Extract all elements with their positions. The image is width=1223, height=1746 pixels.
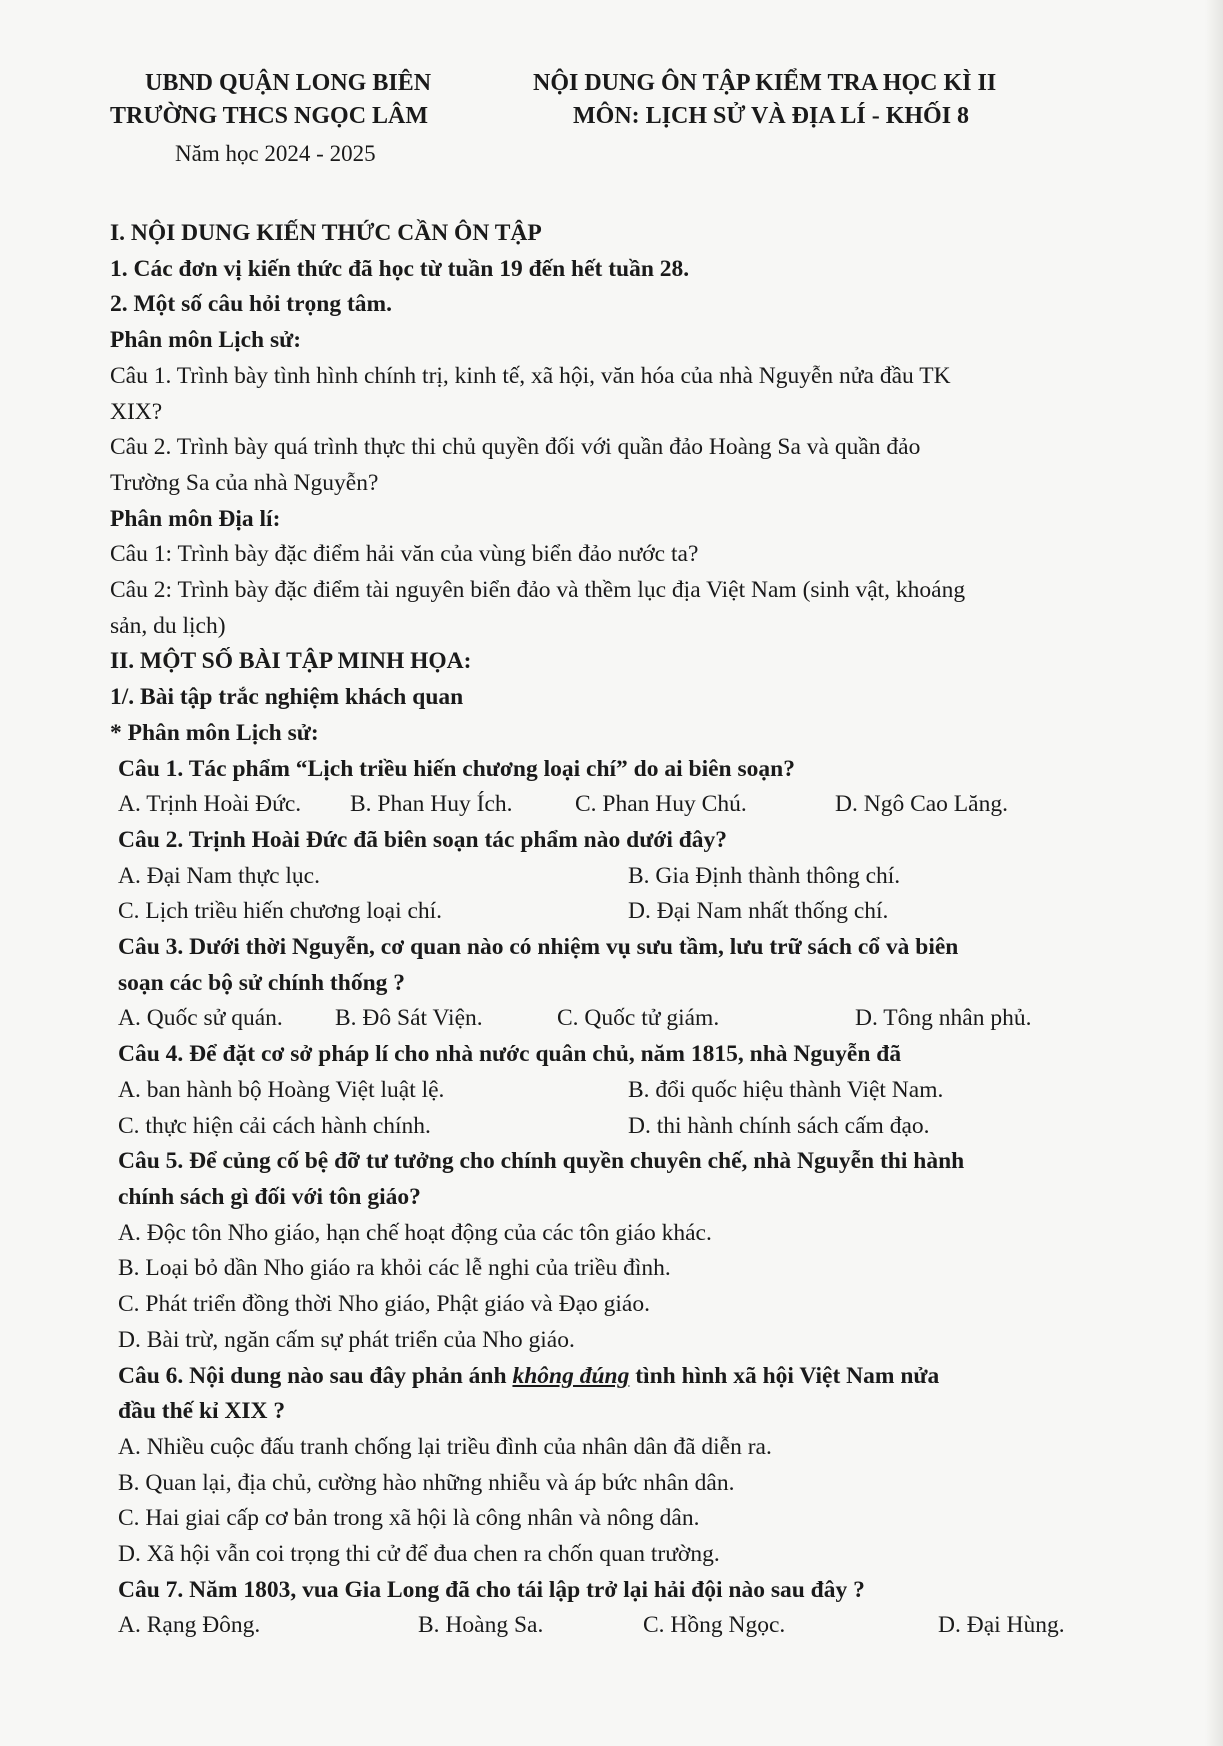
- document-body: [110, 216, 1095, 1644]
- school-year: Năm học 2024 - 2025: [175, 141, 376, 166]
- option-a: A. Trịnh Hoài Đức.: [118, 791, 302, 818]
- option-a: A. ban hành bộ Hoàng Việt luật lệ.: [118, 1076, 445, 1103]
- option-c: C. thực hiện cải cách hành chính.: [118, 1112, 431, 1139]
- option-b: B. Đô Sát Viện.: [335, 1005, 483, 1032]
- option-c: C. Quốc tử giám.: [557, 1005, 720, 1032]
- school-name: TRƯỜNG THCS NGỌC LÂM: [110, 103, 429, 129]
- question-3-options: [110, 1001, 1095, 1037]
- question-1-options: [110, 787, 1095, 823]
- question-3-cont: soạn các bộ sử chính thống ?: [118, 969, 406, 996]
- option-d: D. Đại Hùng.: [938, 1612, 1065, 1639]
- history-question-2: Câu 2. Trình bày quá trình thực thi chủ quyền đối với quần đảo Hoàng Sa và quần đảo: [110, 434, 921, 461]
- question-2-options-row2: [110, 894, 1095, 930]
- question-6-prefix: Câu 6. Nội dung nào sau đây phản ánh: [118, 1362, 513, 1389]
- option-b: B. Quan lại, địa chủ, cường hào những nhiễu và áp bức nhân dân.: [118, 1469, 735, 1496]
- question-4: Câu 4. Để đặt cơ sở pháp lí cho nhà nước quân chủ, năm 1815, nhà Nguyễn đã: [118, 1041, 902, 1068]
- option-d: D. Xã hội vẫn coi trọng thi cử để đua chen ra chốn quan trường.: [118, 1541, 720, 1568]
- geography-question-2-cont: sản, du lịch): [110, 612, 226, 639]
- question-2: Câu 2. Trịnh Hoài Đức đã biên soạn tác phẩm nào dưới đây?: [118, 826, 728, 853]
- question-6-cont: đầu thế kỉ XIX ?: [118, 1398, 286, 1425]
- page-edge-shadow: [1205, 0, 1223, 1746]
- question-2-options-row1: [110, 859, 1095, 895]
- option-d: D. Tông nhân phủ.: [855, 1005, 1032, 1032]
- question-7-options: [110, 1608, 1095, 1644]
- option-a: A. Rạng Đông.: [118, 1612, 261, 1639]
- knowledge-range: 1. Các đơn vị kiến thức đã học từ tuần 19 đến hết tuần 28.: [110, 255, 690, 282]
- history-question-1: Câu 1. Trình bày tình hình chính trị, kinh tế, xã hội, văn hóa của nhà Nguyễn nửa đầu TK: [110, 362, 951, 389]
- option-c: C. Hai giai cấp cơ bản trong xã hội là công nhân và nông dân.: [118, 1505, 700, 1532]
- option-a: A. Đại Nam thực lục.: [118, 862, 320, 889]
- option-a: A. Nhiều cuộc đấu tranh chống lại triều đình của nhân dân đã diễn ra.: [118, 1433, 772, 1460]
- option-b: B. đổi quốc hiệu thành Việt Nam.: [628, 1076, 944, 1103]
- section-2-title: II. MỘT SỐ BÀI TẬP MINH HỌA:: [110, 648, 472, 675]
- option-c: C. Phan Huy Chú.: [575, 791, 747, 818]
- history-question-2-cont: Trường Sa của nhà Nguyễn?: [110, 469, 379, 496]
- document-title: NỘI DUNG ÔN TẬP KIỂM TRA HỌC KÌ II: [533, 70, 997, 96]
- question-4-options-row2: [110, 1109, 1095, 1145]
- district-name: UBND QUẬN LONG BIÊN: [145, 70, 432, 96]
- section-1-title: I. NỘI DUNG KIẾN THỨC CẦN ÔN TẬP: [110, 220, 542, 246]
- history-question-1-cont: XIX?: [110, 398, 163, 425]
- option-a: A. Độc tôn Nho giáo, hạn chế hoạt động của các tôn giáo khác.: [118, 1219, 712, 1246]
- question-5: Câu 5. Để củng cố bệ đỡ tư tưởng cho chính quyền chuyên chế, nhà Nguyễn thi hành: [118, 1148, 965, 1175]
- objective-test-heading: 1/. Bài tập trắc nghiệm khách quan: [110, 684, 464, 711]
- question-7: Câu 7. Năm 1803, vua Gia Long đã cho tái lập trở lại hải đội nào sau đây ?: [118, 1576, 865, 1603]
- option-d: D. thi hành chính sách cấm đạo.: [628, 1112, 930, 1139]
- option-c: C. Lịch triều hiến chương loại chí.: [118, 898, 443, 925]
- geography-heading: Phân môn Địa lí:: [110, 505, 281, 532]
- option-b: B. Loại bỏ dần Nho giáo ra khỏi các lễ nghi của triều đình.: [118, 1255, 671, 1282]
- geography-question-2: Câu 2: Trình bày đặc điểm tài nguyên biển đảo và thềm lục địa Việt Nam (sinh vật, khoáng: [110, 577, 966, 604]
- question-5-cont: chính sách gì đối với tôn giáo?: [118, 1183, 421, 1210]
- question-4-options-row1: [110, 1073, 1095, 1109]
- option-c: C. Phát triển đồng thời Nho giáo, Phật giáo và Đạo giáo.: [118, 1291, 650, 1318]
- history-part-heading: * Phân môn Lịch sử:: [110, 719, 319, 746]
- option-b: B. Gia Định thành thông chí.: [628, 862, 901, 889]
- option-c: C. Hồng Ngọc.: [643, 1612, 786, 1639]
- question-6: [110, 1359, 1095, 1395]
- question-1: Câu 1. Tác phẩm “Lịch triều hiến chương loại chí” do ai biên soạn?: [118, 755, 795, 782]
- question-6-emphasis: không đúng: [512, 1362, 630, 1389]
- option-b: B. Hoàng Sa.: [418, 1612, 544, 1639]
- geography-question-1: Câu 1: Trình bày đặc điểm hải văn của vùng biển đảo nước ta?: [110, 541, 699, 568]
- key-questions-heading: 2. Một số câu hỏi trọng tâm.: [110, 291, 392, 318]
- option-a: A. Quốc sử quán.: [118, 1005, 283, 1032]
- option-d: D. Ngô Cao Lăng.: [835, 791, 1008, 818]
- option-d: D. Bài trừ, ngăn cấm sự phát triển của Nho giáo.: [118, 1326, 575, 1353]
- option-d: D. Đại Nam nhất thống chí.: [628, 898, 889, 925]
- question-6-suffix: tình hình xã hội Việt Nam nửa: [629, 1362, 940, 1389]
- subject-title: MÔN: LỊCH SỬ VÀ ĐỊA LÍ - KHỐI 8: [573, 103, 970, 129]
- question-3: Câu 3. Dưới thời Nguyễn, cơ quan nào có nhiệm vụ sưu tầm, lưu trữ sách cổ và biên: [118, 934, 959, 961]
- option-b: B. Phan Huy Ích.: [350, 791, 513, 818]
- history-heading: Phân môn Lịch sử:: [110, 327, 302, 354]
